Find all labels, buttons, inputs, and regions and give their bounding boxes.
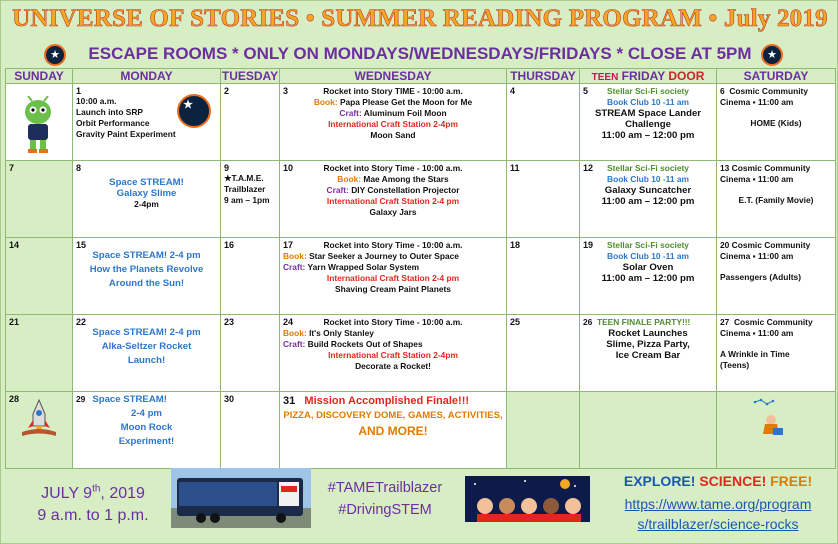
cinema-line [720,97,832,108]
craft-station-label: International Craft Station 2-4 pm [326,273,460,283]
day-cell [6,392,73,469]
weekday-friday [580,69,717,84]
craft-title: Aluminum Foil Moon [363,108,447,118]
cinema-time: 11:00 am [757,251,794,261]
day-number: 21 [9,317,20,327]
story-time-label: Rocket into Story Time - 10:00 a.m. [323,317,463,327]
craft-station-activity: Moon Sand [370,130,416,140]
book-line [283,97,503,108]
craft-label: Craft: [339,108,362,118]
day-number: 27 [720,317,730,327]
program-link[interactable] [605,494,831,534]
day-number: 17 [283,240,294,250]
cinema-line [720,251,832,262]
day-cell [73,392,221,469]
cosmic-community-label: Cosmic Community [729,86,808,96]
event-title-line [76,394,217,405]
craft-label: Craft: [326,185,349,195]
hashtag-drivingstem: #DrivingSTEM [338,502,432,518]
trailblazer-time: 9 a.m. to 1 p.m. [37,507,149,525]
week-row [6,392,836,469]
event-time: 2-4pm [134,199,159,209]
cosmic-community-line [720,240,832,251]
day-cell-empty [580,392,717,469]
trailblazer-date [23,479,163,527]
craft-station-label: International Craft Station 2-4pm [328,350,458,360]
day-cell [580,84,717,161]
clapperboard-icon: ▪ [752,97,756,107]
book-club-label: Book Club 10 -11 am [607,174,689,184]
event-line: Galaxy Slime [116,188,177,199]
movie-title: A Wrinkle in Time [720,349,790,359]
teen-finale-label: TEEN FINALE PARTY!!! [596,317,691,327]
craft-station-label: International Craft Station 2-4pm [328,119,458,129]
weekday-thursday: THURSDAY [507,69,580,84]
craft-station-label: International Craft Station 2-4 pm [326,196,460,206]
event-time: 11:00 am – 12:00 pm [601,196,695,207]
day-cell [717,161,836,238]
day-number: 7 [9,163,15,173]
movie-title: HOME (Kids) [750,118,802,128]
event-line: Experiment! [118,436,175,447]
day-number: 14 [9,240,20,250]
page-title: UNIVERSE OF STORIES • SUMMER READING PROGRAM • July 2019 [12,5,828,32]
trailblazer-trailer-image [171,468,311,528]
day-cell [280,238,507,315]
astros-logo-icon [177,94,211,128]
astros-logo-icon [761,44,783,66]
clapperboard-icon: ▪ [752,174,756,184]
hashtags [321,477,449,521]
cinema-time: 11:00 am [757,174,794,184]
event-time: 11:00 am – 12:00 pm [601,130,695,141]
craft-label: Craft: [283,339,306,349]
trailblazer-date-line [41,485,145,502]
craft-station-activity: Shaving Cream Paint Planets [335,284,451,294]
event-line: Rocket Launches [608,328,688,339]
cosmic-community-label: Cosmic Community [731,240,811,250]
day-cell [73,161,221,238]
book-title: Papa Please Get the Moon for Me [339,97,473,107]
day-cell [221,161,280,238]
event-line: Ice Cream Bar [615,350,681,361]
program-link-line2[interactable]: s/trailblazer/science-rocks [637,516,799,532]
finale-activities: PIZZA, DISCOVERY DOME, GAMES, ACTIVITIES, [283,410,503,421]
event-title: Solar Oven [622,262,674,273]
book-club-label: Book Club 10 -11 am [607,251,689,261]
stargazing-kid-icon [753,398,789,438]
movie-audience: (Teens) [720,360,750,370]
day-cell [221,392,280,469]
event-line: How the Planets Revolve [89,264,204,275]
date-year: , 2019 [100,485,145,503]
craft-line [283,339,503,350]
day-cell [221,238,280,315]
scifi-society-label: Stellar Sci-Fi society [607,86,689,96]
cosmic-community-label: Cosmic Community [733,317,813,327]
event-title: Space STREAM! [109,177,184,188]
day-number: 16 [224,240,235,250]
event-time: 10:00 a.m. [76,96,117,106]
craft-line [283,185,503,196]
book-club-label: Book Club 10 -11 am [607,97,689,107]
event-line: Slime, Pizza Party, [606,339,690,350]
cosmic-community-label: Cosmic Community [731,163,811,173]
clapperboard-icon: ▪ [752,328,756,338]
craft-title: DIY Constellation Projector [351,185,460,195]
day-number: 10 [283,163,294,173]
day-cell [580,315,717,392]
day-cell [717,315,836,392]
clapperboard-icon: ▪ [752,251,756,261]
day-cell [507,315,580,392]
day-cell [580,161,717,238]
science-label: SCIENCE! [699,473,767,489]
day-number: 15 [76,240,87,250]
day-number: 3 [283,86,289,96]
teen-finale-line [583,317,713,328]
day-number: 28 [9,394,20,404]
day-cell-empty [507,392,580,469]
day-cell [280,84,507,161]
hashtag-tame: #TAMETrailblazer [327,480,443,496]
day-cell [580,238,717,315]
cosmic-community-line [720,163,832,174]
day-cell [221,315,280,392]
day-number: 12 [583,163,594,173]
explore-label: EXPLORE! [623,473,696,489]
date-month: JULY 9 [41,485,93,503]
scifi-society-label: Stellar Sci-Fi society [607,163,689,173]
day-number: 23 [224,317,235,327]
finale-more: AND MORE! [358,424,428,438]
event-line: Alka-Seltzer Rocket [101,341,192,352]
day-cell [280,161,507,238]
rocket-book-icon [20,398,58,438]
day-cell [717,238,836,315]
week-row [6,84,836,161]
event-title: STREAM Space Lander Challenge [594,108,702,130]
book-line [283,174,503,185]
date-suffix: th [92,484,101,495]
craft-label: Craft: [283,262,306,272]
week-row [6,315,836,392]
weekday-monday: MONDAY [73,69,221,84]
event-title: Space STREAM! 2-4 pm [92,327,201,338]
event-time: 11:00 am – 12:00 pm [601,273,695,284]
cinema-time: 11:00 am [757,328,794,338]
book-title: Mae Among the Stars [363,174,449,184]
event-line: Launch! [127,355,166,366]
weekday-sunday: SUNDAY [6,69,73,84]
book-label: Book: [313,97,338,107]
event-line: Orbit Performance [76,118,150,128]
movie-title: E.T. (Family Movie) [738,195,814,205]
story-time-label: Rocket into Story Time - 10:00 a.m. [323,163,463,173]
page-subtitle: ESCAPE ROOMS * ONLY ON MONDAYS/WEDNESDAYS/FRIDAYS * CLOSE AT 5PM [88,44,752,63]
day-number: 26 [583,317,593,327]
scifi-society-label: Stellar Sci-Fi society [607,240,689,250]
calendar-table [5,68,836,469]
explore-banner [605,471,831,491]
day-number: 6 [720,86,725,96]
craft-title: Yarn Wrapped Solar System [307,262,420,272]
day-number: 2 [224,86,230,96]
day-number: 13 [720,163,730,173]
craft-line [283,108,503,119]
day-number: 4 [510,86,516,96]
craft-station-activity: Decorate a Rocket! [355,361,431,371]
weekday-header-row [6,69,836,84]
craft-title: Build Rockets Out of Shapes [307,339,423,349]
day-cell [507,161,580,238]
cosmic-community-line [720,317,832,328]
cinema-label: Cinema [720,174,751,184]
day-cell-mascot [6,84,73,161]
craft-line [283,262,503,273]
orbit-mascot-icon [18,96,58,154]
day-cell [717,84,836,161]
day-number: 5 [583,86,589,96]
book-line [283,251,503,262]
day-cell [6,315,73,392]
free-label: FREE! [770,473,813,489]
day-number: 18 [510,240,521,250]
event-title: Galaxy Suncatcher [604,185,692,196]
book-label: Book: [283,251,307,261]
cinema-label: Cinema [720,97,751,107]
day-cell-empty [717,392,836,469]
event-line: Trailblazer [224,184,266,194]
cinema-time: 11:00 am [757,97,794,107]
week-row [6,161,836,238]
event-line: Launch into SRP [76,107,143,117]
day-cell [6,161,73,238]
weekday-tuesday: TUESDAY [221,69,279,83]
week-row [6,238,836,315]
event-title: ★T.A.M.E. [224,173,264,183]
weekday-wednesday: WEDNESDAY [280,69,507,84]
event-title: Space STREAM! 2-4 pm [92,250,201,261]
day-cell [507,238,580,315]
day-number: 22 [76,317,87,327]
day-number: 11 [510,163,520,173]
book-line [283,328,503,339]
book-title: It's Only Stanley [309,328,374,338]
finale-line [283,394,503,408]
day-number: 24 [283,317,294,327]
event-title: Space STREAM! [92,394,167,405]
book-label: Book: [337,174,362,184]
day-cell [280,392,507,469]
day-number: 30 [224,394,235,404]
event-line: Around the Sun! [108,278,185,289]
event-time: 2-4 pm [131,408,162,419]
space-kids-image [465,476,590,522]
day-number: 9 [224,163,230,173]
day-cell [73,315,221,392]
finale-title: Mission Accomplished Finale!!! [304,395,470,407]
day-number: 25 [510,317,521,327]
day-cell [6,238,73,315]
day-number: 20 [720,240,730,250]
day-cell [280,315,507,392]
day-number: 29 [76,394,86,404]
day-number: 8 [76,163,82,173]
cinema-label: Cinema [720,328,751,338]
book-title: Star Seeker a Journey to Outer Space [309,251,459,261]
cinema-label: Cinema [720,251,751,261]
weekday-friday-teen: TEEN [591,72,619,83]
weekday-friday-label: FRIDAY [621,69,666,83]
story-time-label: Rocket into Story TIME - 10:00 a.m. [323,86,463,96]
cosmic-community-line [720,86,832,97]
event-time: 9 am – 1pm [224,195,270,205]
program-link-line1[interactable]: https://www.tame.org/program [624,496,812,512]
day-cell [73,238,221,315]
day-cell [507,84,580,161]
day-number: 1 [76,86,82,96]
cinema-line [720,174,832,185]
story-time-label: Rocket into Story Time - 10:00 a.m. [323,240,463,250]
day-cell [73,84,221,161]
craft-station-activity: Galaxy Jars [369,207,417,217]
day-number: 19 [583,240,594,250]
cinema-line [720,328,832,339]
weekday-saturday: SATURDAY [717,69,836,84]
day-number: 31 [283,395,296,407]
movie-title: Passengers (Adults) [720,272,801,282]
event-line: Gravity Paint Experiment [76,129,176,139]
day-cell [221,84,280,161]
weekday-friday-door: DOOR [668,69,705,83]
event-line: Moon Rock [120,422,173,433]
book-label: Book: [283,328,307,338]
